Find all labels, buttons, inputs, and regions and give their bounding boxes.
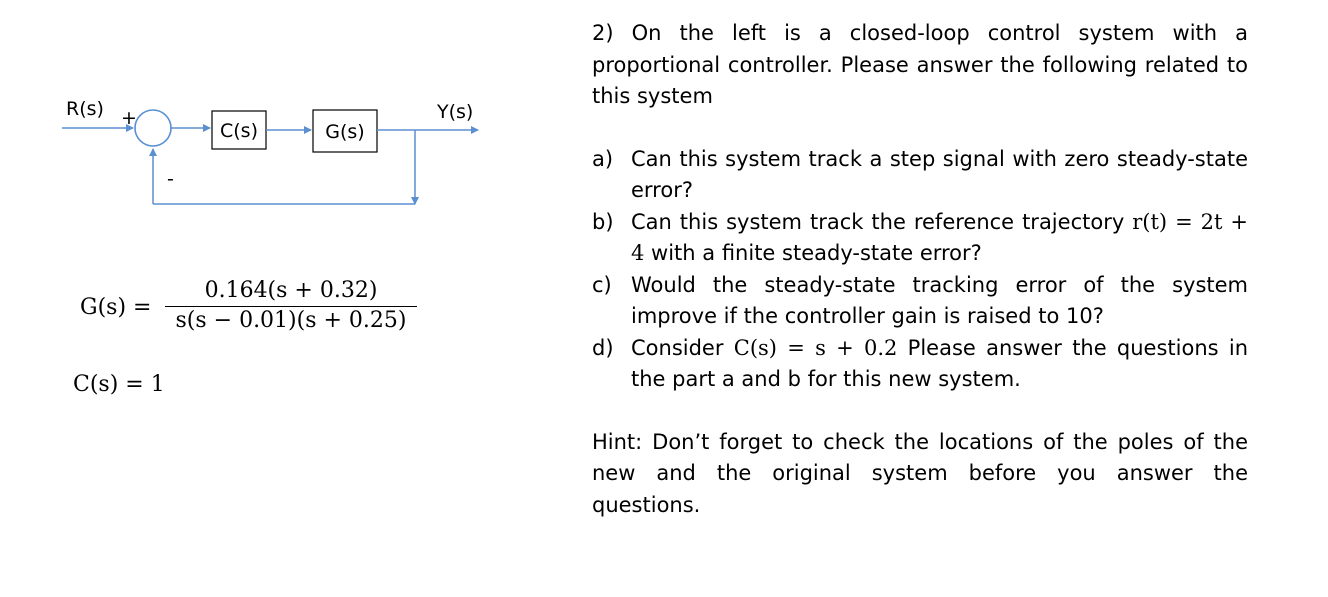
- question-label: d): [592, 335, 614, 360]
- output-label: Y(s): [437, 101, 474, 123]
- question-label: b): [592, 209, 614, 234]
- g-numerator: 0.164(s + 0.32): [204, 278, 378, 303]
- summing-junction: [135, 110, 171, 146]
- question-label: a): [592, 146, 614, 171]
- question-b: [592, 207, 1248, 270]
- problem-text: [592, 18, 1248, 521]
- problem-intro: 2) On the left is a closed-loop control system with a proportional controller. Please answer the following related to this system: [592, 21, 1248, 108]
- question-text: Can this system track the reference trajectory: [631, 209, 1133, 234]
- question-c: [592, 270, 1248, 333]
- plant-label: G(s): [325, 121, 365, 143]
- question-text: Would the steady-state tracking error of the system improve if the controller gain is raised to 10?: [631, 272, 1248, 328]
- c-equation: C(s) = 1: [73, 372, 165, 397]
- minus-sign: -: [167, 168, 174, 190]
- hint-text: Hint: Don’t forget to check the locations of the poles of the new and the original system before you answer the questions.: [592, 429, 1248, 517]
- input-label: R(s): [66, 98, 104, 120]
- question-text: Please answer the questions in the part a and b for this new system.: [631, 335, 1248, 391]
- question-text: Can this system track a step signal with zero steady-state error?: [631, 146, 1248, 202]
- g-denominator: s(s − 0.01)(s + 0.25): [175, 308, 407, 333]
- question-text: with a finite steady-state error?: [644, 241, 982, 265]
- question-text: Consider: [631, 335, 734, 360]
- g-fraction: [165, 278, 417, 333]
- block-diagram: [0, 0, 560, 230]
- question-d: [592, 333, 1248, 396]
- g-equation-lhs: G(s) =: [80, 295, 152, 320]
- plus-sign: +: [121, 107, 137, 129]
- question-math: C(s) = s + 0.2: [733, 335, 898, 360]
- question-a: [592, 144, 1248, 207]
- question-math: r(t) = 2t + 4: [631, 209, 1248, 265]
- controller-label: C(s): [220, 120, 258, 142]
- question-label: c): [592, 272, 612, 297]
